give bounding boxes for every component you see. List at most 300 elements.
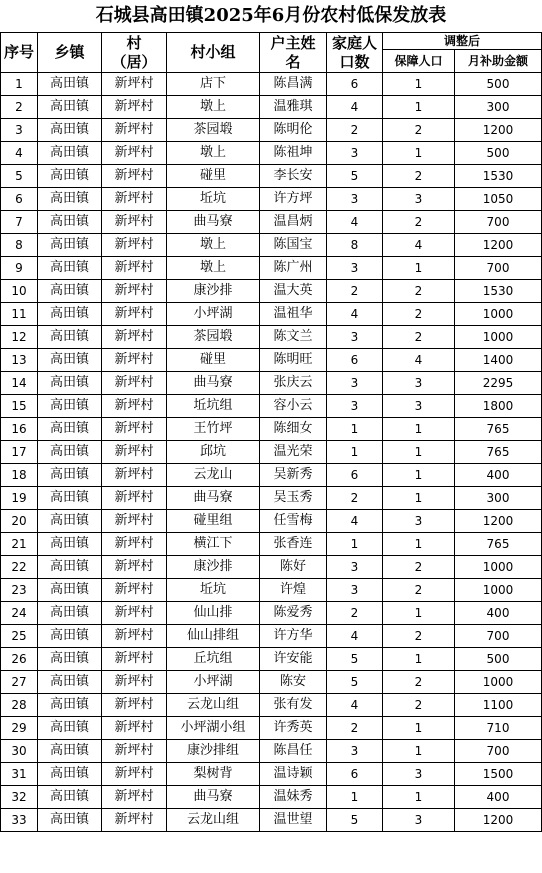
- cell-town: 高田镇: [38, 533, 102, 556]
- page-title: 石城县高田镇2025年6月份农村低保发放表: [95, 5, 447, 26]
- cell-town: 高田镇: [38, 257, 102, 280]
- cell-family: 1: [327, 418, 383, 441]
- table-row: [1, 579, 542, 602]
- cell-seq: 17: [1, 441, 38, 464]
- cell-insured: 2: [383, 303, 455, 326]
- cell-family: 5: [327, 165, 383, 188]
- cell-insured: 2: [383, 165, 455, 188]
- cell-subsidy: 765: [455, 441, 542, 464]
- cell-seq: 19: [1, 487, 38, 510]
- cell-town: 高田镇: [38, 556, 102, 579]
- cell-seq: 33: [1, 809, 38, 832]
- cell-name: 温光荣: [260, 441, 327, 464]
- cell-town: 高田镇: [38, 763, 102, 786]
- cell-family: 4: [327, 303, 383, 326]
- cell-town: 高田镇: [38, 280, 102, 303]
- cell-subsidy: 1500: [455, 763, 542, 786]
- cell-name: 陈细女: [260, 418, 327, 441]
- cell-insured: 2: [383, 625, 455, 648]
- cell-seq: 11: [1, 303, 38, 326]
- cell-subsidy: 765: [455, 418, 542, 441]
- cell-village: 新坪村: [102, 625, 167, 648]
- cell-subsidy: 1000: [455, 326, 542, 349]
- cell-name: 容小云: [260, 395, 327, 418]
- cell-town: 高田镇: [38, 395, 102, 418]
- cell-seq: 8: [1, 234, 38, 257]
- cell-town: 高田镇: [38, 464, 102, 487]
- cell-name: 陈安: [260, 671, 327, 694]
- cell-insured: 1: [383, 441, 455, 464]
- cell-insured: 1: [383, 487, 455, 510]
- cell-name: 陈广州: [260, 257, 327, 280]
- header-group: 村小组: [167, 33, 260, 73]
- cell-insured: 3: [383, 372, 455, 395]
- cell-town: 高田镇: [38, 694, 102, 717]
- cell-family: 3: [327, 257, 383, 280]
- cell-family: 2: [327, 280, 383, 303]
- cell-insured: 1: [383, 786, 455, 809]
- cell-name: 李长安: [260, 165, 327, 188]
- cell-village: 新坪村: [102, 556, 167, 579]
- cell-name: 陈爱秀: [260, 602, 327, 625]
- table-row: [1, 326, 542, 349]
- cell-town: 高田镇: [38, 510, 102, 533]
- cell-subsidy: 700: [455, 625, 542, 648]
- cell-insured: 2: [383, 211, 455, 234]
- cell-subsidy: 1000: [455, 671, 542, 694]
- cell-insured: 1: [383, 648, 455, 671]
- cell-seq: 7: [1, 211, 38, 234]
- cell-insured: 1: [383, 717, 455, 740]
- cell-subsidy: 1800: [455, 395, 542, 418]
- cell-seq: 20: [1, 510, 38, 533]
- header-insured: 保障人口: [383, 50, 455, 73]
- allowance-table: [0, 32, 542, 832]
- header-head-line1: 户主姓: [270, 33, 316, 52]
- cell-town: 高田镇: [38, 648, 102, 671]
- cell-town: 高田镇: [38, 625, 102, 648]
- cell-subsidy: 1000: [455, 579, 542, 602]
- table-row: [1, 257, 542, 280]
- cell-village: 新坪村: [102, 188, 167, 211]
- cell-insured: 4: [383, 349, 455, 372]
- cell-town: 高田镇: [38, 602, 102, 625]
- cell-name: 陈明伦: [260, 119, 327, 142]
- cell-family: 3: [327, 395, 383, 418]
- table-row: [1, 786, 542, 809]
- cell-insured: 1: [383, 533, 455, 556]
- cell-seq: 2: [1, 96, 38, 119]
- cell-village: 新坪村: [102, 602, 167, 625]
- cell-name: 陈好: [260, 556, 327, 579]
- cell-seq: 23: [1, 579, 38, 602]
- table-row: [1, 119, 542, 142]
- cell-name: 陈明旺: [260, 349, 327, 372]
- table-row: [1, 556, 542, 579]
- cell-insured: 2: [383, 671, 455, 694]
- cell-group: 墩上: [167, 257, 260, 280]
- cell-seq: 30: [1, 740, 38, 763]
- cell-insured: 1: [383, 257, 455, 280]
- cell-group: 墩上: [167, 142, 260, 165]
- cell-town: 高田镇: [38, 418, 102, 441]
- table-row: [1, 165, 542, 188]
- cell-village: 新坪村: [102, 441, 167, 464]
- table-row: [1, 487, 542, 510]
- cell-name: 温世望: [260, 809, 327, 832]
- cell-town: 高田镇: [38, 303, 102, 326]
- table-row: [1, 142, 542, 165]
- cell-family: 6: [327, 464, 383, 487]
- cell-insured: 2: [383, 694, 455, 717]
- cell-name: 吴玉秀: [260, 487, 327, 510]
- cell-name: 温祖华: [260, 303, 327, 326]
- cell-seq: 16: [1, 418, 38, 441]
- table-row: [1, 809, 542, 832]
- cell-subsidy: 400: [455, 602, 542, 625]
- cell-name: 许煌: [260, 579, 327, 602]
- cell-subsidy: 1200: [455, 809, 542, 832]
- cell-town: 高田镇: [38, 740, 102, 763]
- table-row: [1, 96, 542, 119]
- table-row: [1, 740, 542, 763]
- cell-subsidy: 2295: [455, 372, 542, 395]
- cell-subsidy: 500: [455, 73, 542, 96]
- cell-town: 高田镇: [38, 96, 102, 119]
- cell-name: 温大英: [260, 280, 327, 303]
- cell-village: 新坪村: [102, 119, 167, 142]
- header-subsidy: 月补助金额: [455, 50, 542, 73]
- cell-town: 高田镇: [38, 441, 102, 464]
- cell-group: 墩上: [167, 96, 260, 119]
- header-town: 乡镇: [38, 33, 102, 73]
- cell-seq: 31: [1, 763, 38, 786]
- cell-insured: 4: [383, 234, 455, 257]
- cell-town: 高田镇: [38, 579, 102, 602]
- table-row: [1, 510, 542, 533]
- cell-name: 温妹秀: [260, 786, 327, 809]
- cell-group: 王竹坪: [167, 418, 260, 441]
- cell-subsidy: 700: [455, 257, 542, 280]
- cell-group: 坵坑: [167, 188, 260, 211]
- cell-family: 1: [327, 786, 383, 809]
- cell-village: 新坪村: [102, 211, 167, 234]
- cell-family: 3: [327, 326, 383, 349]
- cell-name: 许方坪: [260, 188, 327, 211]
- cell-family: 8: [327, 234, 383, 257]
- cell-group: 曲马寮: [167, 372, 260, 395]
- cell-subsidy: 700: [455, 211, 542, 234]
- table-row: [1, 464, 542, 487]
- cell-town: 高田镇: [38, 165, 102, 188]
- cell-seq: 12: [1, 326, 38, 349]
- cell-seq: 3: [1, 119, 38, 142]
- cell-town: 高田镇: [38, 211, 102, 234]
- cell-insured: 1: [383, 142, 455, 165]
- cell-seq: 22: [1, 556, 38, 579]
- table-row: [1, 395, 542, 418]
- table-body: [1, 73, 542, 832]
- cell-insured: 3: [383, 188, 455, 211]
- header-family-line2: 口数: [339, 52, 370, 71]
- table-row: [1, 694, 542, 717]
- cell-group: 曲马寮: [167, 786, 260, 809]
- cell-village: 新坪村: [102, 165, 167, 188]
- cell-insured: 3: [383, 809, 455, 832]
- cell-subsidy: 700: [455, 740, 542, 763]
- cell-village: 新坪村: [102, 349, 167, 372]
- cell-group: 小坪湖小组: [167, 717, 260, 740]
- cell-name: 许方华: [260, 625, 327, 648]
- cell-group: 康沙排组: [167, 740, 260, 763]
- cell-seq: 27: [1, 671, 38, 694]
- cell-family: 6: [327, 763, 383, 786]
- cell-family: 3: [327, 579, 383, 602]
- cell-group: 康沙排: [167, 556, 260, 579]
- cell-family: 2: [327, 602, 383, 625]
- cell-subsidy: 710: [455, 717, 542, 740]
- cell-group: 坵坑组: [167, 395, 260, 418]
- cell-name: 张庆云: [260, 372, 327, 395]
- cell-subsidy: 500: [455, 648, 542, 671]
- cell-village: 新坪村: [102, 786, 167, 809]
- table-row: [1, 441, 542, 464]
- cell-group: 曲马寮: [167, 211, 260, 234]
- cell-subsidy: 1200: [455, 119, 542, 142]
- cell-town: 高田镇: [38, 188, 102, 211]
- cell-seq: 6: [1, 188, 38, 211]
- cell-village: 新坪村: [102, 671, 167, 694]
- cell-village: 新坪村: [102, 395, 167, 418]
- cell-group: 康沙排: [167, 280, 260, 303]
- cell-family: 3: [327, 372, 383, 395]
- table-row: [1, 303, 542, 326]
- cell-family: 3: [327, 556, 383, 579]
- cell-town: 高田镇: [38, 487, 102, 510]
- table-row: [1, 533, 542, 556]
- cell-seq: 24: [1, 602, 38, 625]
- cell-village: 新坪村: [102, 487, 167, 510]
- cell-name: 许秀英: [260, 717, 327, 740]
- cell-village: 新坪村: [102, 763, 167, 786]
- table-row: [1, 625, 542, 648]
- table-row: [1, 671, 542, 694]
- cell-insured: 2: [383, 556, 455, 579]
- cell-insured: 3: [383, 510, 455, 533]
- cell-seq: 29: [1, 717, 38, 740]
- cell-group: 墩上: [167, 234, 260, 257]
- table-row: [1, 602, 542, 625]
- cell-group: 仙山排: [167, 602, 260, 625]
- header-seq: 序号: [1, 33, 38, 73]
- cell-town: 高田镇: [38, 142, 102, 165]
- cell-seq: 32: [1, 786, 38, 809]
- header-head-line2: 名: [285, 52, 301, 71]
- cell-seq: 10: [1, 280, 38, 303]
- cell-village: 新坪村: [102, 73, 167, 96]
- cell-group: 邱坑: [167, 441, 260, 464]
- cell-village: 新坪村: [102, 372, 167, 395]
- cell-family: 2: [327, 487, 383, 510]
- cell-family: 3: [327, 740, 383, 763]
- cell-insured: 1: [383, 602, 455, 625]
- cell-town: 高田镇: [38, 234, 102, 257]
- table-row: [1, 188, 542, 211]
- cell-name: 许安能: [260, 648, 327, 671]
- cell-town: 高田镇: [38, 671, 102, 694]
- cell-group: 曲马寮: [167, 487, 260, 510]
- cell-village: 新坪村: [102, 809, 167, 832]
- cell-insured: 2: [383, 119, 455, 142]
- cell-village: 新坪村: [102, 740, 167, 763]
- header-household-head: [260, 33, 327, 73]
- cell-family: 4: [327, 96, 383, 119]
- cell-name: 吴新秀: [260, 464, 327, 487]
- cell-subsidy: 1200: [455, 234, 542, 257]
- cell-subsidy: 1050: [455, 188, 542, 211]
- cell-group: 云龙山组: [167, 694, 260, 717]
- cell-village: 新坪村: [102, 257, 167, 280]
- cell-seq: 14: [1, 372, 38, 395]
- table-row: [1, 763, 542, 786]
- cell-name: 陈文兰: [260, 326, 327, 349]
- cell-seq: 21: [1, 533, 38, 556]
- cell-family: 3: [327, 188, 383, 211]
- cell-village: 新坪村: [102, 648, 167, 671]
- cell-seq: 26: [1, 648, 38, 671]
- cell-name: 陈昌任: [260, 740, 327, 763]
- cell-seq: 25: [1, 625, 38, 648]
- cell-family: 4: [327, 211, 383, 234]
- cell-group: 碰里组: [167, 510, 260, 533]
- cell-subsidy: 1000: [455, 556, 542, 579]
- cell-insured: 3: [383, 763, 455, 786]
- cell-subsidy: 1530: [455, 280, 542, 303]
- cell-town: 高田镇: [38, 73, 102, 96]
- cell-subsidy: 765: [455, 533, 542, 556]
- cell-town: 高田镇: [38, 349, 102, 372]
- cell-village: 新坪村: [102, 280, 167, 303]
- cell-group: 云龙山组: [167, 809, 260, 832]
- cell-name: 温雅琪: [260, 96, 327, 119]
- cell-insured: 2: [383, 280, 455, 303]
- cell-insured: 1: [383, 464, 455, 487]
- cell-town: 高田镇: [38, 372, 102, 395]
- cell-name: 陈祖坤: [260, 142, 327, 165]
- cell-subsidy: 1100: [455, 694, 542, 717]
- header-village-line2: （居）: [111, 52, 157, 71]
- cell-town: 高田镇: [38, 717, 102, 740]
- header-family-size: [327, 33, 383, 73]
- cell-name: 张有发: [260, 694, 327, 717]
- cell-subsidy: 1530: [455, 165, 542, 188]
- cell-group: 横江下: [167, 533, 260, 556]
- cell-village: 新坪村: [102, 96, 167, 119]
- cell-town: 高田镇: [38, 326, 102, 349]
- cell-family: 4: [327, 510, 383, 533]
- cell-seq: 13: [1, 349, 38, 372]
- header-adjusted: 调整后: [383, 33, 542, 50]
- cell-name: 陈国宝: [260, 234, 327, 257]
- cell-group: 仙山排组: [167, 625, 260, 648]
- header-village: [102, 33, 167, 73]
- cell-name: 陈昌满: [260, 73, 327, 96]
- cell-family: 4: [327, 625, 383, 648]
- cell-insured: 1: [383, 73, 455, 96]
- cell-name: 张香连: [260, 533, 327, 556]
- cell-group: 丘坑组: [167, 648, 260, 671]
- cell-subsidy: 400: [455, 464, 542, 487]
- cell-name: 任雪梅: [260, 510, 327, 533]
- table-row: [1, 418, 542, 441]
- cell-family: 5: [327, 648, 383, 671]
- cell-family: 1: [327, 533, 383, 556]
- table-row: [1, 280, 542, 303]
- cell-group: 坵坑: [167, 579, 260, 602]
- cell-village: 新坪村: [102, 418, 167, 441]
- cell-group: 茶园塅: [167, 119, 260, 142]
- cell-insured: 1: [383, 740, 455, 763]
- header-family-line1: 家庭人: [331, 33, 377, 52]
- cell-family: 1: [327, 441, 383, 464]
- cell-family: 2: [327, 119, 383, 142]
- cell-insured: 1: [383, 418, 455, 441]
- cell-family: 6: [327, 349, 383, 372]
- cell-family: 5: [327, 671, 383, 694]
- table-row: [1, 372, 542, 395]
- cell-insured: 2: [383, 326, 455, 349]
- cell-town: 高田镇: [38, 809, 102, 832]
- cell-seq: 15: [1, 395, 38, 418]
- cell-family: 3: [327, 142, 383, 165]
- cell-seq: 5: [1, 165, 38, 188]
- cell-seq: 18: [1, 464, 38, 487]
- cell-village: 新坪村: [102, 142, 167, 165]
- table-row: [1, 349, 542, 372]
- cell-group: 梨树背: [167, 763, 260, 786]
- cell-subsidy: 1200: [455, 510, 542, 533]
- cell-group: 小坪湖: [167, 671, 260, 694]
- cell-village: 新坪村: [102, 533, 167, 556]
- cell-insured: 2: [383, 579, 455, 602]
- cell-subsidy: 500: [455, 142, 542, 165]
- cell-village: 新坪村: [102, 694, 167, 717]
- cell-town: 高田镇: [38, 119, 102, 142]
- table-row: [1, 211, 542, 234]
- cell-seq: 1: [1, 73, 38, 96]
- header-row-1: [1, 33, 542, 50]
- cell-group: 店下: [167, 73, 260, 96]
- cell-family: 6: [327, 73, 383, 96]
- cell-group: 茶园塅: [167, 326, 260, 349]
- table-row: [1, 234, 542, 257]
- cell-name: 温诗颖: [260, 763, 327, 786]
- cell-family: 2: [327, 717, 383, 740]
- cell-group: 碰里: [167, 349, 260, 372]
- cell-village: 新坪村: [102, 234, 167, 257]
- cell-subsidy: 300: [455, 96, 542, 119]
- cell-insured: 3: [383, 395, 455, 418]
- cell-village: 新坪村: [102, 303, 167, 326]
- cell-seq: 4: [1, 142, 38, 165]
- cell-village: 新坪村: [102, 326, 167, 349]
- cell-group: 碰里: [167, 165, 260, 188]
- cell-village: 新坪村: [102, 510, 167, 533]
- cell-group: 云龙山: [167, 464, 260, 487]
- cell-seq: 28: [1, 694, 38, 717]
- table-row: [1, 717, 542, 740]
- cell-seq: 9: [1, 257, 38, 280]
